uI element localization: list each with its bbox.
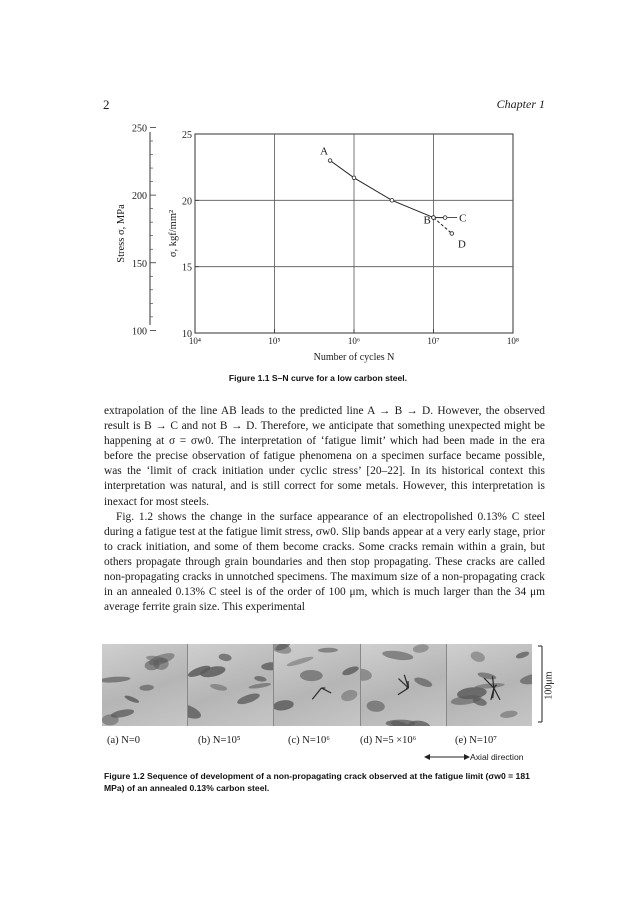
grain-feature <box>469 650 486 664</box>
paragraph-2: Fig. 1.2 shows the change in the surface appearance of an electropolished 0.13% C steel during a fatigue test at the fatigue limit stress, σw0. Slip bands appear at a very early stage, prior to crack initiation, and some of them become cracks. Some cracks remain within a grain, but others propagate through grain boundaries and then stop propagating. These cracks are called non-propagating cracks in unnotched specimens. The maximum size of a non-propagating crack in an annealed 0.13% C steel is of the order of 100 μm, which is much larger than the 34 μm average ferrite grain size. This experimental <box>104 510 545 614</box>
data-point <box>443 216 447 220</box>
grain-feature <box>261 662 274 671</box>
grain-feature <box>499 710 517 719</box>
grain-feature <box>287 655 315 668</box>
chapter-label: Chapter 1 <box>496 97 545 111</box>
data-point <box>390 199 394 203</box>
mpa-tick-label: 200 <box>132 191 147 203</box>
grain-feature <box>413 676 433 689</box>
series-line-ab <box>330 161 433 218</box>
micrograph-texture <box>361 644 447 726</box>
kgf-tick-label: 10 <box>182 329 192 340</box>
grain-feature <box>300 670 323 682</box>
data-point <box>450 232 454 236</box>
mpa-tick-label: 250 <box>132 123 147 135</box>
micrograph-texture <box>447 644 532 726</box>
point-label-c: C <box>459 212 467 225</box>
grain-feature <box>519 672 532 687</box>
mpa-tick-label: 100 <box>132 326 147 338</box>
point-label-a: A <box>320 145 329 158</box>
grain-feature <box>139 684 154 691</box>
x-tick-label: 10⁵ <box>268 336 281 346</box>
chart-series <box>328 159 457 236</box>
paragraph-1: extrapolation of the line AB leads to the predicted line A → B → D. However, the observed result is B → C and not B → D. Therefore, we anticipate that something unexpected might be happening at σ = σw0. The interpretation of ‘fatigue limit’ which had been made in the era before the precise observation of fatigue phenomena on a specimen surface became possible, was the ‘limit of crack initiation under cyclic stress’ [20–22]. In its historical context this interpretation was natural, and is still correct for some metals. However, this interpretation is inexact for most steels. <box>104 405 545 508</box>
grain-feature <box>342 664 361 677</box>
grain-feature <box>248 682 271 690</box>
grain-feature <box>477 671 497 681</box>
micrograph-panel-d <box>361 644 447 726</box>
kgf-tick-label: 15 <box>182 262 192 274</box>
micrograph-texture <box>188 644 274 726</box>
sn-curve-chart <box>100 122 540 366</box>
grain-feature <box>366 700 385 713</box>
x-tick-label: 10⁴ <box>188 336 202 346</box>
series-line-bd <box>434 218 452 234</box>
body-text <box>104 404 545 615</box>
grain-feature <box>188 700 203 721</box>
micrograph-panel-b <box>188 644 274 726</box>
slip-band <box>313 688 322 699</box>
grain-feature <box>210 683 228 692</box>
micrograph-panel-a <box>102 644 188 726</box>
figure-1-2-caption: Figure 1.2 Sequence of development of a non-propagating crack observed at the fatigue limit (σw0 = 181 MPa) of an annealed 0.13% carbon steel. <box>104 771 530 793</box>
grain-feature <box>102 676 131 684</box>
scale-bar-label: 100μm <box>543 671 555 700</box>
micrograph-panel-e <box>447 644 532 726</box>
panel-label-b: (b) N=10⁵ <box>198 735 241 746</box>
y-axis-title-kgf: σ, kgf/mm² <box>168 209 179 258</box>
chart-gridlines <box>195 134 513 333</box>
micrograph-strip <box>102 644 532 726</box>
grain-feature <box>412 644 429 654</box>
micrograph-texture <box>102 644 188 726</box>
figure-1-1-caption: Figure 1.1 S–N curve for a low carbon steel. <box>228 373 408 383</box>
grain-feature <box>254 675 267 682</box>
panel-label-a: (a) N=0 <box>107 735 141 746</box>
grain-feature <box>361 667 373 682</box>
grain-feature <box>407 719 431 726</box>
data-point <box>352 176 356 180</box>
grain-feature <box>274 699 294 712</box>
y-axis-title-mpa: Stress σ, MPa <box>116 204 127 263</box>
micrograph-panel-c <box>274 644 360 726</box>
kgf-tick-label: 20 <box>182 196 192 208</box>
grain-feature <box>124 694 140 704</box>
panel-label-d: (d) N=5 ×10⁶ <box>360 735 417 746</box>
data-point <box>328 159 332 163</box>
kgf-tick-label: 25 <box>182 130 192 141</box>
panel-label-e: (e) N=10⁷ <box>455 735 497 746</box>
point-label-b: B <box>423 214 431 227</box>
mpa-tick-label: 150 <box>132 258 147 270</box>
grain-feature <box>340 688 359 703</box>
x-tick-label: 10⁸ <box>506 336 520 346</box>
axial-direction-arrow <box>424 752 470 762</box>
grain-feature <box>381 649 413 662</box>
axial-direction-label: Axial direction <box>470 752 524 762</box>
x-tick-label: 10⁷ <box>427 336 440 346</box>
x-tick-label: 10⁶ <box>347 336 361 346</box>
x-axis-title: Number of cycles N <box>313 352 395 363</box>
slip-band <box>398 688 409 695</box>
page-number: 2 <box>103 97 110 112</box>
grain-feature <box>218 653 232 662</box>
grain-feature <box>318 648 338 653</box>
chart-labels <box>116 146 466 363</box>
panel-label-c: (c) N=10⁶ <box>288 735 330 746</box>
slip-band <box>494 688 500 700</box>
grain-feature <box>236 691 261 706</box>
grain-feature <box>515 650 530 660</box>
point-label-d: D <box>457 238 466 251</box>
data-point <box>432 216 436 220</box>
micrograph-texture <box>274 644 360 726</box>
slip-band <box>322 688 332 693</box>
